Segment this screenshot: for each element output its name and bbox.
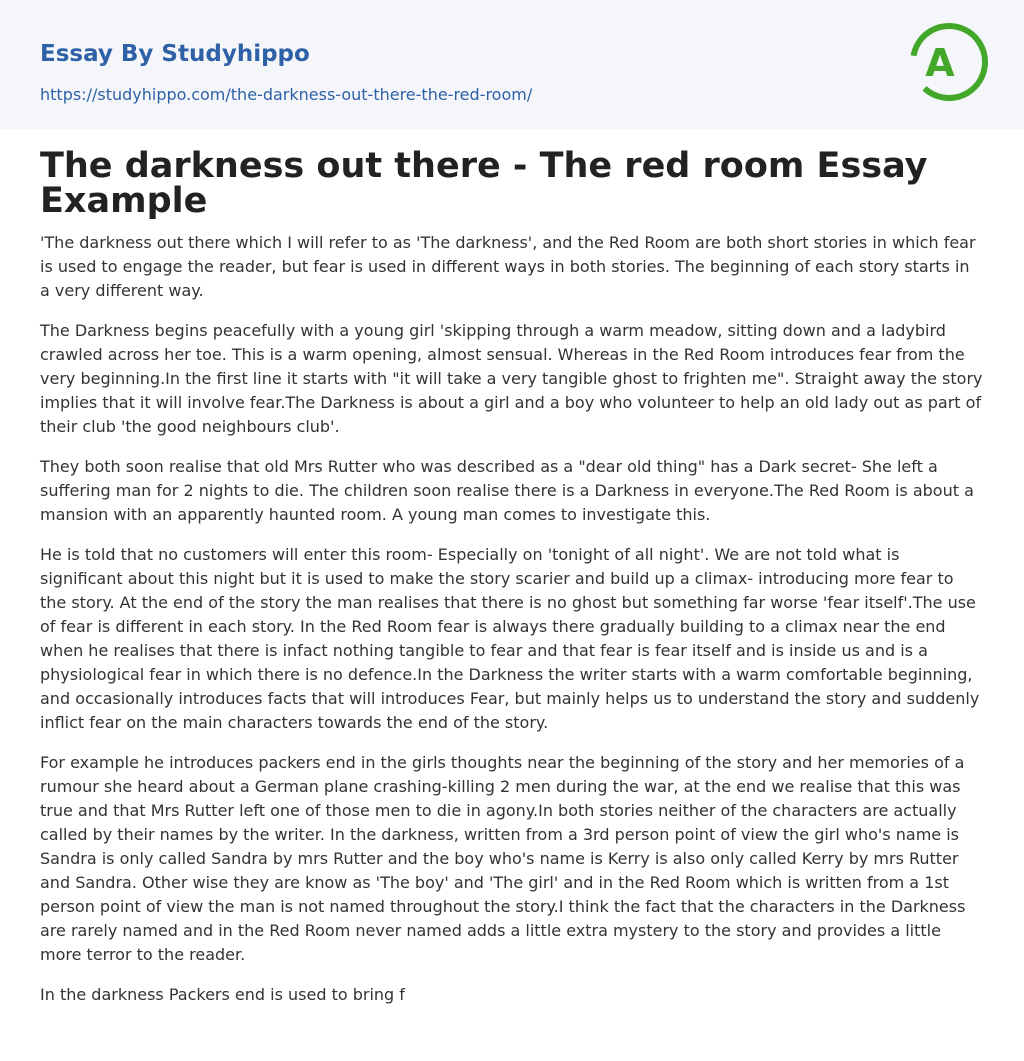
- source-url-link[interactable]: https://studyhippo.com/the-darkness-out-there-the-red-room/: [40, 85, 533, 104]
- essay-paragraph: They both soon realise that old Mrs Rutter who was described as a "dear old thing" has a Dark secret- She left a suffering man for 2 nights to die. The children soon realise there is a Darkness in everyone.The Red Room is about a mansion with an apparently haunted room. A young man comes to investigate this.: [40, 457, 974, 524]
- page-title: The darkness out there - The red room Essay Example: [40, 146, 928, 221]
- studyhippo-logo-icon[interactable]: [910, 18, 988, 106]
- site-header: [0, 0, 1024, 129]
- essay-paragraph: 'The darkness out there which I will refer to as 'The darkness', and the Red Room are both short stories in which fear is used to engage the reader, but fear is used in different ways in both stories. The beginning of each story starts in a very different way.: [40, 233, 976, 300]
- essay-paragraph: For example he introduces packers end in the girls thoughts near the beginning of the story and her memories of a rumour she heard about a German plane crashing-killing 2 men during the war, at the end we realise that this was true and that Mrs Rutter left one of those men to die in agony.In both stories neither of the characters are actually called by their names by the writer. In the darkness, written from a 3rd person point of view the girl who's name is Sandra is only called Sandra by mrs Rutter and the boy who's name is Kerry is also only called Kerry by mrs Rutter and Sandra. Other wise they are know as 'The boy' and 'The girl' and in the Red Room which is written from a 1st person point of view the man is not named throughout the story.I think the fact that the characters in the Darkness are rarely named and in the Red Room never named adds a little extra mystery to the story and provides a little more terror to the reader.: [40, 753, 966, 964]
- essay-paragraph: In the darkness Packers end is used to bring f: [40, 985, 405, 1004]
- essay-paragraph: The Darkness begins peacefully with a young girl 'skipping through a warm meadow, sitting down and a ladybird crawled across her toe. This is a warm opening, almost sensual. Whereas in the Red Room introduces fear from the very beginning.In the first line it starts with "it will take a very tangible ghost to frighten me". Straight away the story implies that it will involve fear.The Darkness is about a girl and a boy who volunteer to help an old lady out as part of their club 'the good neighbours club'.: [40, 321, 983, 436]
- site-brand[interactable]: Essay By Studyhippo: [40, 41, 310, 67]
- essay-content: [0, 129, 1024, 1007]
- essay-paragraph: He is told that no customers will enter this room- Especially on 'tonight of all night'. We are not told what is significant about this night but it is used to make the story scarier and build up a climax- introducing more fear to the story. At the end of the story the man realises that there is no ghost but something far worse 'fear itself'.The use of fear is different in each story. In the Red Room fear is always there gradually building to a climax near the end when he realises that there is infact nothing tangible to fear and that fear is fear itself and is inside us and is a physiological fear in which there is no defence.In the Darkness the writer starts with a warm comfortable beginning, and occasionally introduces facts that will introduces Fear, but mainly helps us to understand the story and suddenly inflict fear on the main characters towards the end of the story.: [40, 545, 980, 732]
- logo-letter: A: [925, 41, 955, 85]
